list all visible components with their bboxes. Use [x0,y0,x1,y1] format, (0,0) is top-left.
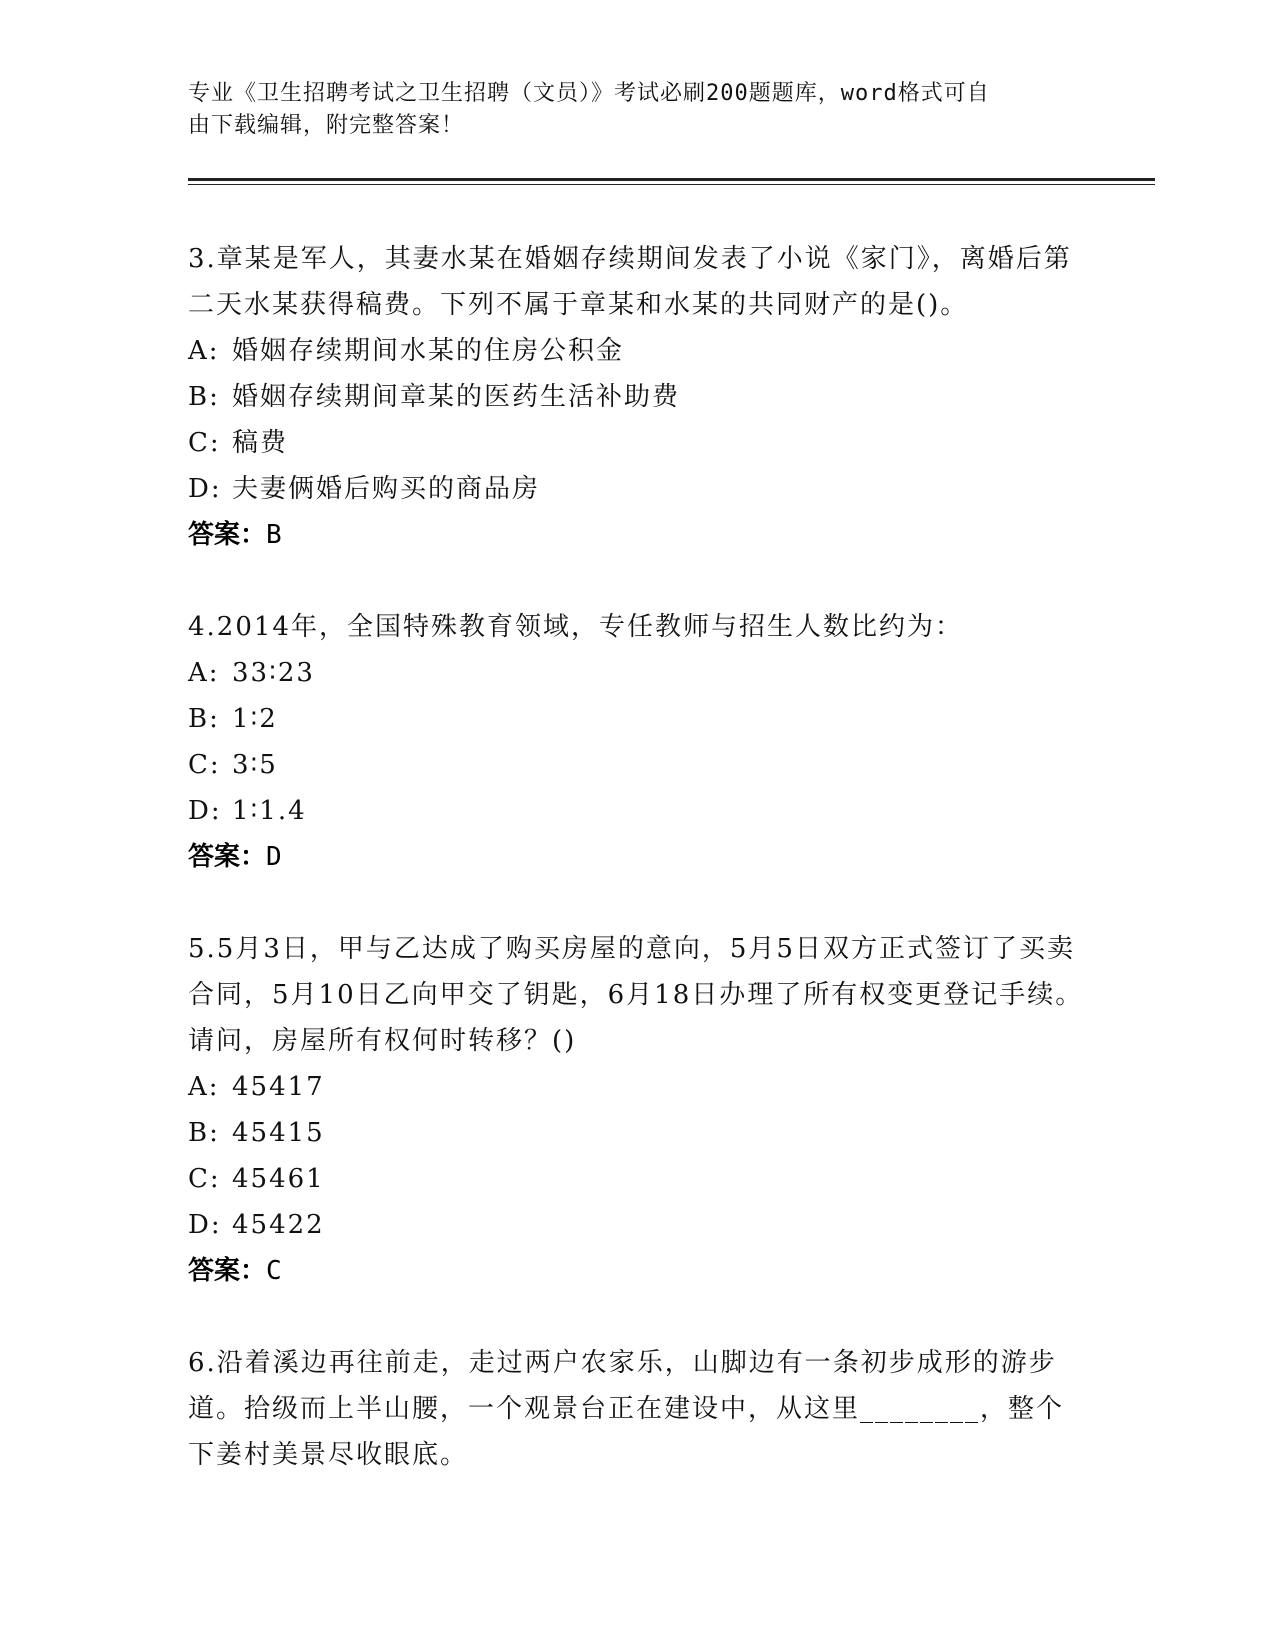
option-letter: B: [188,704,220,734]
question-text: 6.沿着溪边再往前走，走过两户农家乐，山脚边有一条初步成形的游步道。拾级而上半山腰，一个观景台正在建设中，从这里________，整个下姜村美景尽收眼底。 [188,1348,1065,1470]
option-text: 1∶1.4 [232,796,307,826]
option-letter: C: [188,750,221,780]
question-3 [188,236,1088,558]
option-letter: B: [188,382,220,412]
question-6 [188,1340,1088,1478]
answer-line [188,1248,1088,1294]
option-text: 3∶5 [232,750,278,780]
option-d [188,788,1088,834]
question-text: 3.章某是军人，其妻水某在婚姻存续期间发表了小说《家门》，离婚后第二天水某获得稿费。下列不属于章某和水某的共同财产的是()。 [188,244,1072,320]
option-text: 33∶23 [232,658,315,688]
option-text: 45415 [232,1118,325,1148]
option-b [188,696,1088,742]
option-a [188,328,1088,374]
answer-line [188,512,1088,558]
answer-value: B [266,520,282,550]
option-text: 稿费 [232,428,289,458]
option-text: 45461 [232,1164,325,1194]
option-letter: D: [188,474,222,504]
header-divider-thick [188,178,1155,181]
answer-label: 答案： [188,842,267,872]
option-text: 婚姻存续期间章某的医药生活补助费 [232,382,681,412]
header-divider-thin [188,184,1155,185]
option-text: 45417 [232,1072,325,1102]
answer-value: C [266,1256,282,1286]
option-a [188,1064,1088,1110]
option-text: 婚姻存续期间水某的住房公积金 [232,336,625,366]
answer-line [188,834,1088,880]
question-text: 4.2014年，全国特殊教育领域，专任教师与招生人数比约为： [188,612,963,642]
option-c [188,742,1088,788]
option-letter: C: [188,428,221,458]
header-line-2: 由下载编辑，附完整答案！ [188,113,465,138]
option-text: 1∶2 [232,704,278,734]
option-text: 夫妻俩婚后购买的商品房 [232,474,541,504]
option-a [188,650,1088,696]
option-letter: A: [188,1072,220,1102]
document-header [188,78,1068,142]
option-b [188,374,1088,420]
question-list [188,236,1088,1524]
answer-label: 答案： [188,520,267,550]
option-letter: A: [188,658,220,688]
answer-label: 答案： [188,1256,267,1286]
question-text: 5.5月3日，甲与乙达成了购买房屋的意向，5月5日双方正式签订了买卖合同，5月10日乙向甲交了钥匙，6月18日办理了所有权变更登记手续。请问，房屋所有权何时转移？() [188,934,1084,1056]
option-c [188,420,1088,466]
option-b [188,1110,1088,1156]
option-letter: C: [188,1164,221,1194]
option-letter: B: [188,1118,220,1148]
option-d [188,466,1088,512]
header-line-1: 专业《卫生招聘考试之卫生招聘（文员）》考试必刷200题题库，word格式可自 [188,81,990,106]
question-4 [188,604,1088,880]
question-5 [188,926,1088,1294]
option-c [188,1156,1088,1202]
option-letter: D: [188,796,222,826]
option-letter: D: [188,1210,222,1240]
answer-value: D [266,842,282,872]
option-text: 45422 [232,1210,325,1240]
option-d [188,1202,1088,1248]
option-letter: A: [188,336,220,366]
